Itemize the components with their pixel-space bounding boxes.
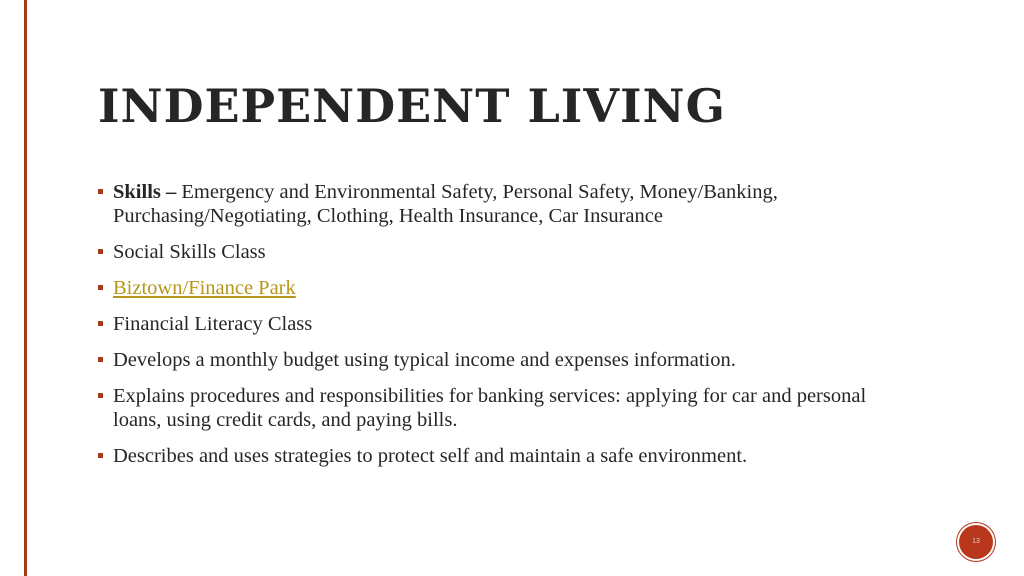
- biztown-finance-park-link[interactable]: Biztown/Finance Park: [113, 277, 296, 299]
- bullet-text-budget: Develops a monthly budget using typical income and expenses information.: [113, 349, 736, 371]
- square-bullet-icon: [98, 453, 103, 458]
- square-bullet-icon: [98, 357, 103, 362]
- bullet-item-skills: [98, 180, 918, 228]
- bullet-text-safety: Describes and uses strategies to protect self and maintain a safe environment.: [113, 445, 748, 467]
- bullet-label-skills: Skills –: [113, 181, 177, 203]
- page-number: 13: [972, 538, 980, 545]
- bullet-list: [98, 180, 918, 480]
- bullet-item-safety: [98, 444, 918, 468]
- square-bullet-icon: [98, 189, 103, 194]
- bullet-text-social-skills: Social Skills Class: [113, 241, 266, 263]
- slide-title: INDEPENDENT LIVING: [98, 79, 726, 133]
- bullet-text-skills: Emergency and Environmental Safety, Personal Safety, Money/Banking, Purchasing/Negotiating, Clothing, Health Insurance, Car Insurance: [113, 181, 778, 227]
- bullet-text-financial-literacy: Financial Literacy Class: [113, 313, 313, 335]
- square-bullet-icon: [98, 249, 103, 254]
- square-bullet-icon: [98, 321, 103, 326]
- page-number-badge: [957, 523, 995, 561]
- square-bullet-icon: [98, 393, 103, 398]
- bullet-text-banking: Explains procedures and responsibilities for banking services: applying for car and personal loans, using credit cards, and paying bills.: [113, 385, 867, 431]
- square-bullet-icon: [98, 285, 103, 290]
- bullet-item-financial-literacy: [98, 312, 918, 336]
- bullet-item-banking: [98, 384, 918, 432]
- bullet-item-biztown: [98, 276, 918, 300]
- bullet-item-social-skills: [98, 240, 918, 264]
- accent-bar: [24, 0, 27, 576]
- bullet-item-budget: [98, 348, 918, 372]
